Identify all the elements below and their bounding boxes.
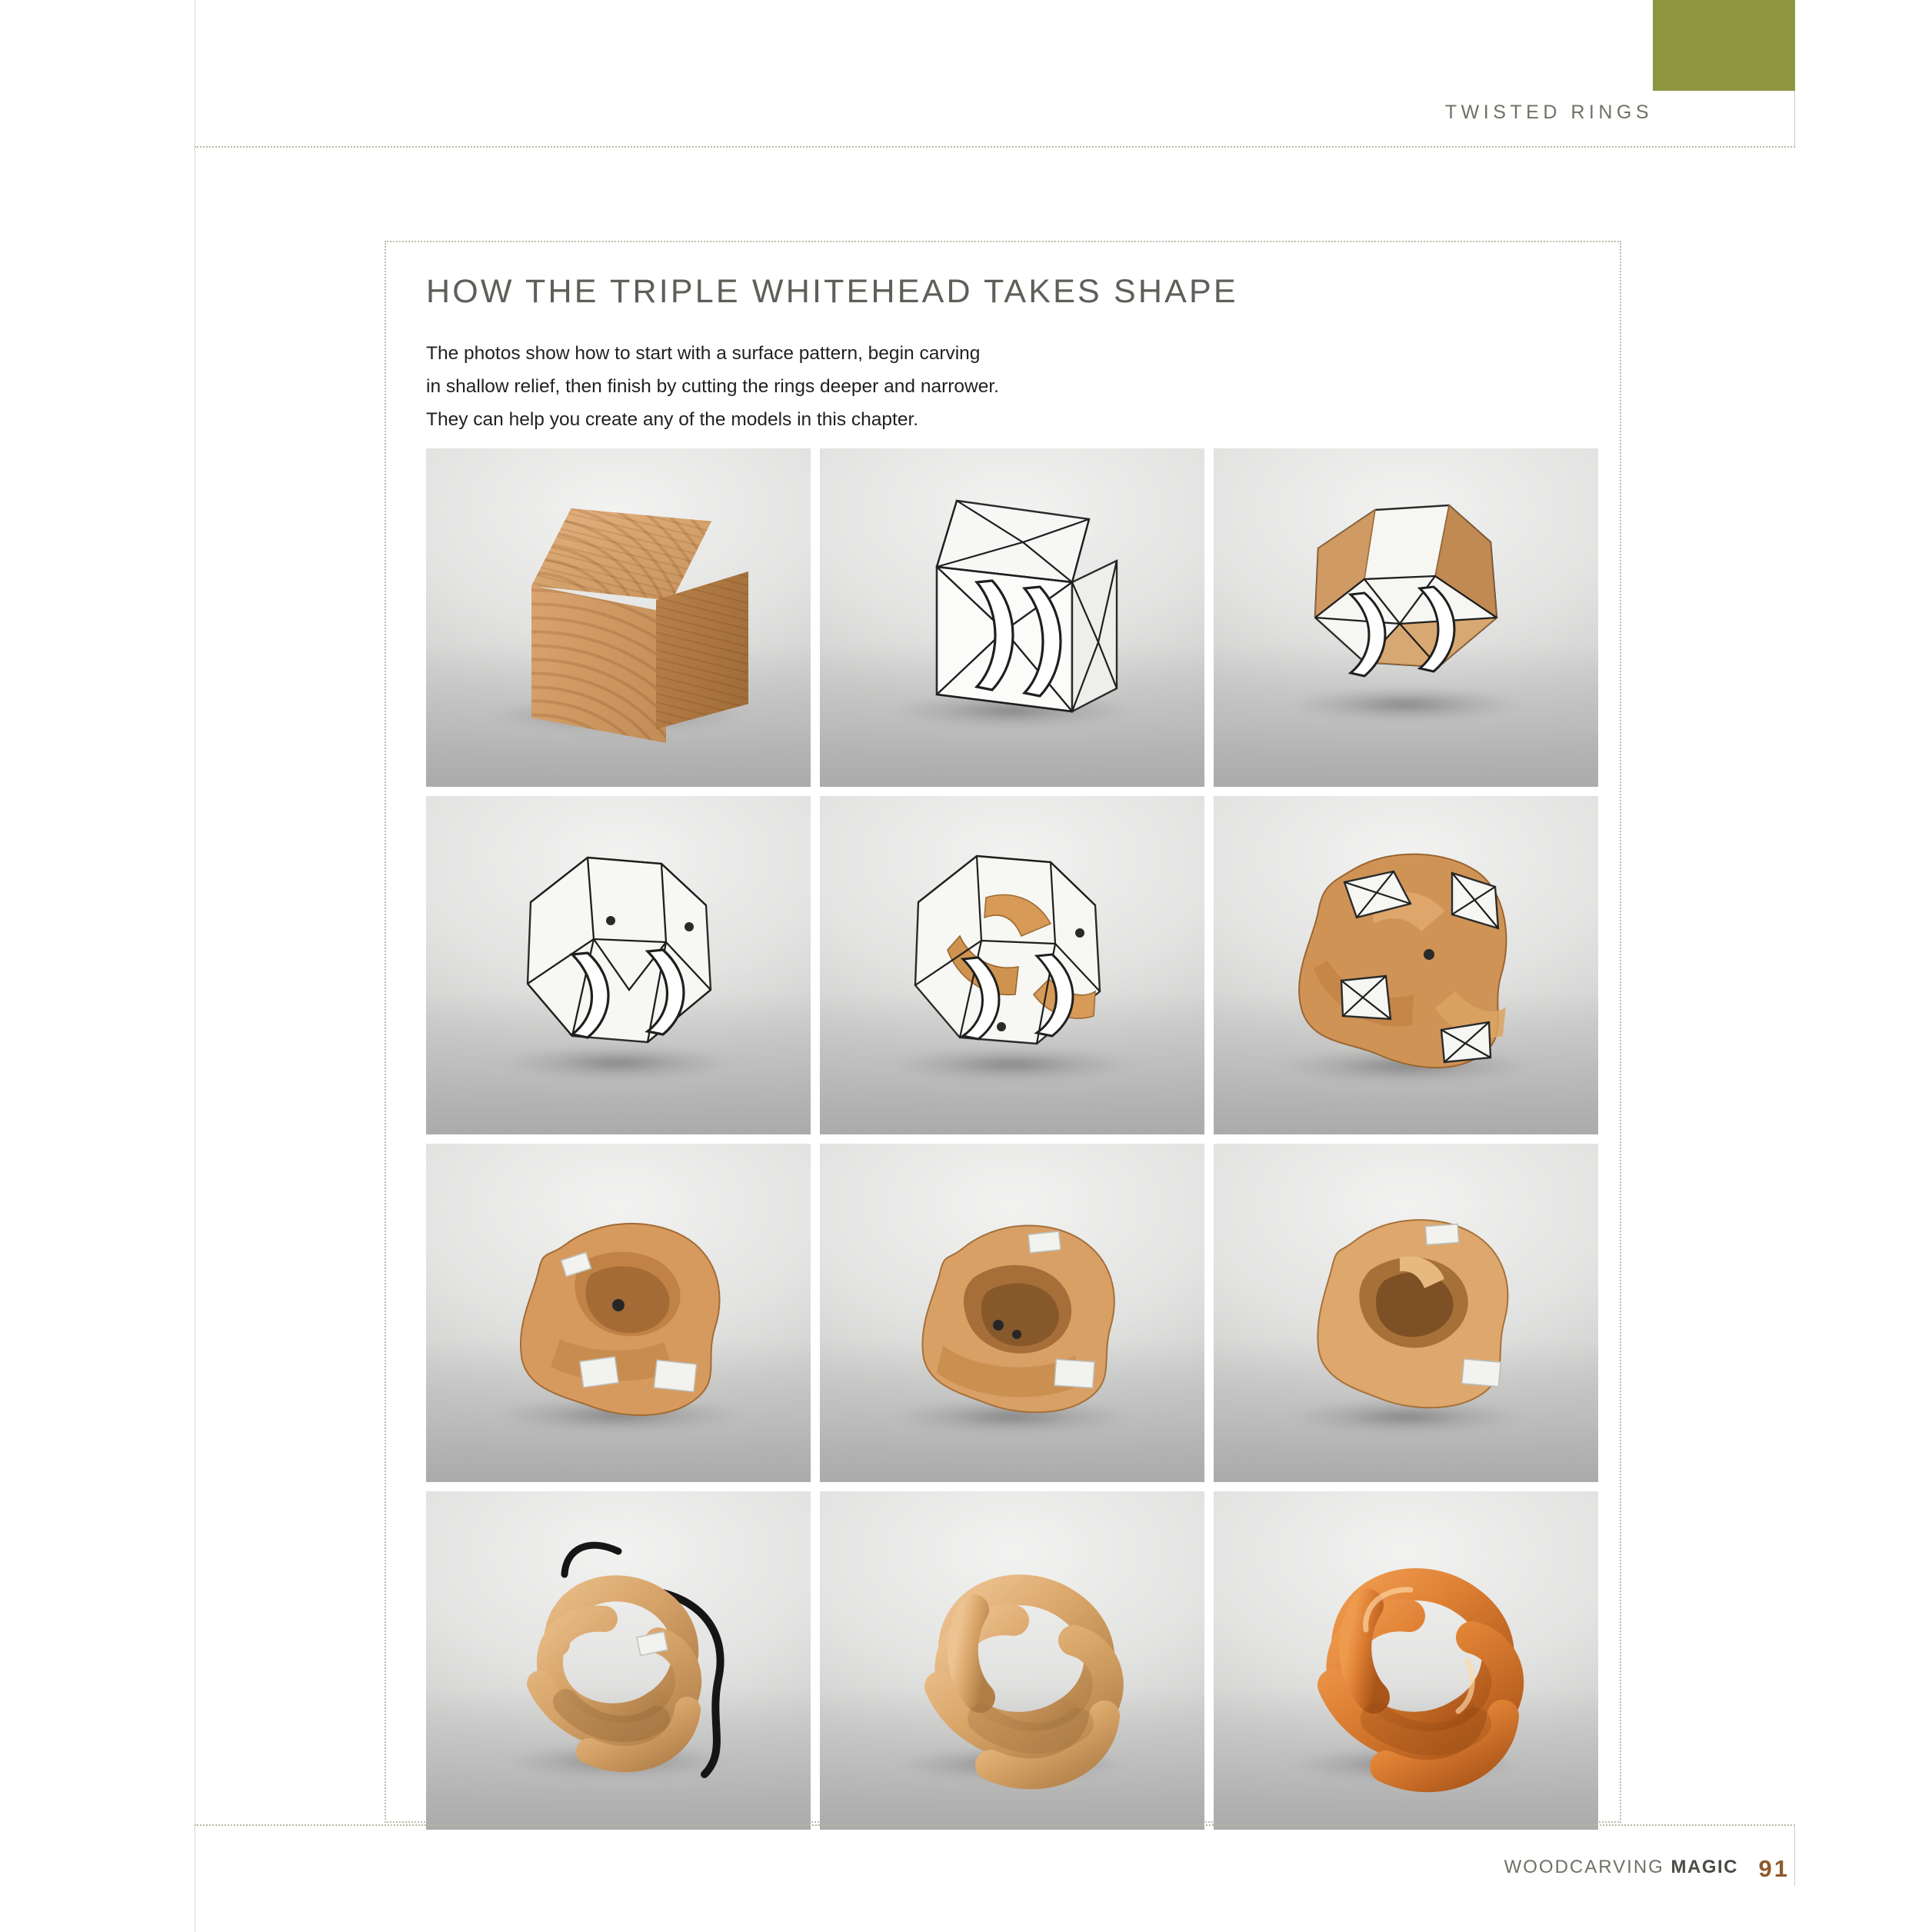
photo-step-12 [1214, 1491, 1598, 1830]
photo-step-07 [426, 1144, 811, 1482]
papered-cube [897, 496, 1135, 734]
photo-grid [426, 448, 1598, 1839]
header-rule [195, 146, 1795, 148]
photo-step-03 [1214, 448, 1598, 787]
photo-grid-row [426, 1491, 1598, 1830]
footer-brand-bold: MAGIC [1671, 1857, 1738, 1877]
photo-step-05 [820, 796, 1204, 1134]
repapered-block [501, 847, 748, 1093]
finished-knot [1274, 1522, 1558, 1807]
photo-step-06 [1214, 796, 1598, 1134]
deep-carved-block [1271, 838, 1547, 1099]
pattern-drawing [501, 847, 748, 1093]
pattern-drawing [886, 844, 1148, 1098]
pattern-drawing [897, 496, 1135, 734]
photo-step-10 [426, 1491, 811, 1830]
photo-step-08 [820, 1144, 1204, 1482]
panel-body [426, 337, 1591, 436]
wood-cube-blank [506, 508, 737, 739]
running-head: TWISTED RINGS [1444, 102, 1653, 123]
photo-step-02 [820, 448, 1204, 787]
sidebar-panel [385, 241, 1621, 1823]
pattern-drawing [1271, 838, 1547, 1099]
footer-rule [195, 1824, 1795, 1826]
panel-text-block [426, 273, 1591, 436]
page-number: 91 [1758, 1855, 1790, 1882]
olive-chapter-tab [1653, 0, 1795, 91]
panel-body-line: in shallow relief, then finish by cutting the rings deeper and narrower. [426, 376, 999, 397]
footer-rule-tick [1794, 1824, 1795, 1886]
cube-face-top [531, 508, 711, 601]
photo-step-01 [426, 448, 811, 787]
hollowed-knot [894, 1187, 1140, 1441]
photo-step-11 [820, 1491, 1204, 1830]
header-rule-tick [1794, 91, 1795, 148]
photo-grid-row [426, 448, 1598, 787]
knot-on-cord [474, 1521, 781, 1813]
carved-form [894, 1187, 1140, 1441]
carved-form [491, 1188, 752, 1442]
footer-brand [1504, 1857, 1738, 1878]
cube-face-front [531, 585, 666, 743]
carved-form [1287, 1184, 1534, 1437]
panel-body-line: They can help you create any of the models in this chapter. [426, 409, 919, 430]
pattern-drawing [1284, 502, 1538, 733]
rough-carved-knot [491, 1188, 752, 1442]
photo-step-09 [1214, 1144, 1598, 1482]
shallow-relief-block [886, 844, 1148, 1098]
photo-step-04 [426, 796, 811, 1134]
photo-grid-row [426, 796, 1598, 1134]
sanded-knot [883, 1525, 1160, 1802]
panel-title: HOW THE TRIPLE WHITEHEAD TAKES SHAPE [426, 273, 1238, 310]
footer-brand-light: WOODCARVING [1504, 1857, 1671, 1877]
photo-grid-row [426, 1144, 1598, 1482]
narrowed-rings-knot [1287, 1184, 1534, 1437]
faceted-block [1284, 502, 1538, 733]
panel-body-line: The photos show how to start with a surface pattern, begin carving [426, 343, 981, 364]
